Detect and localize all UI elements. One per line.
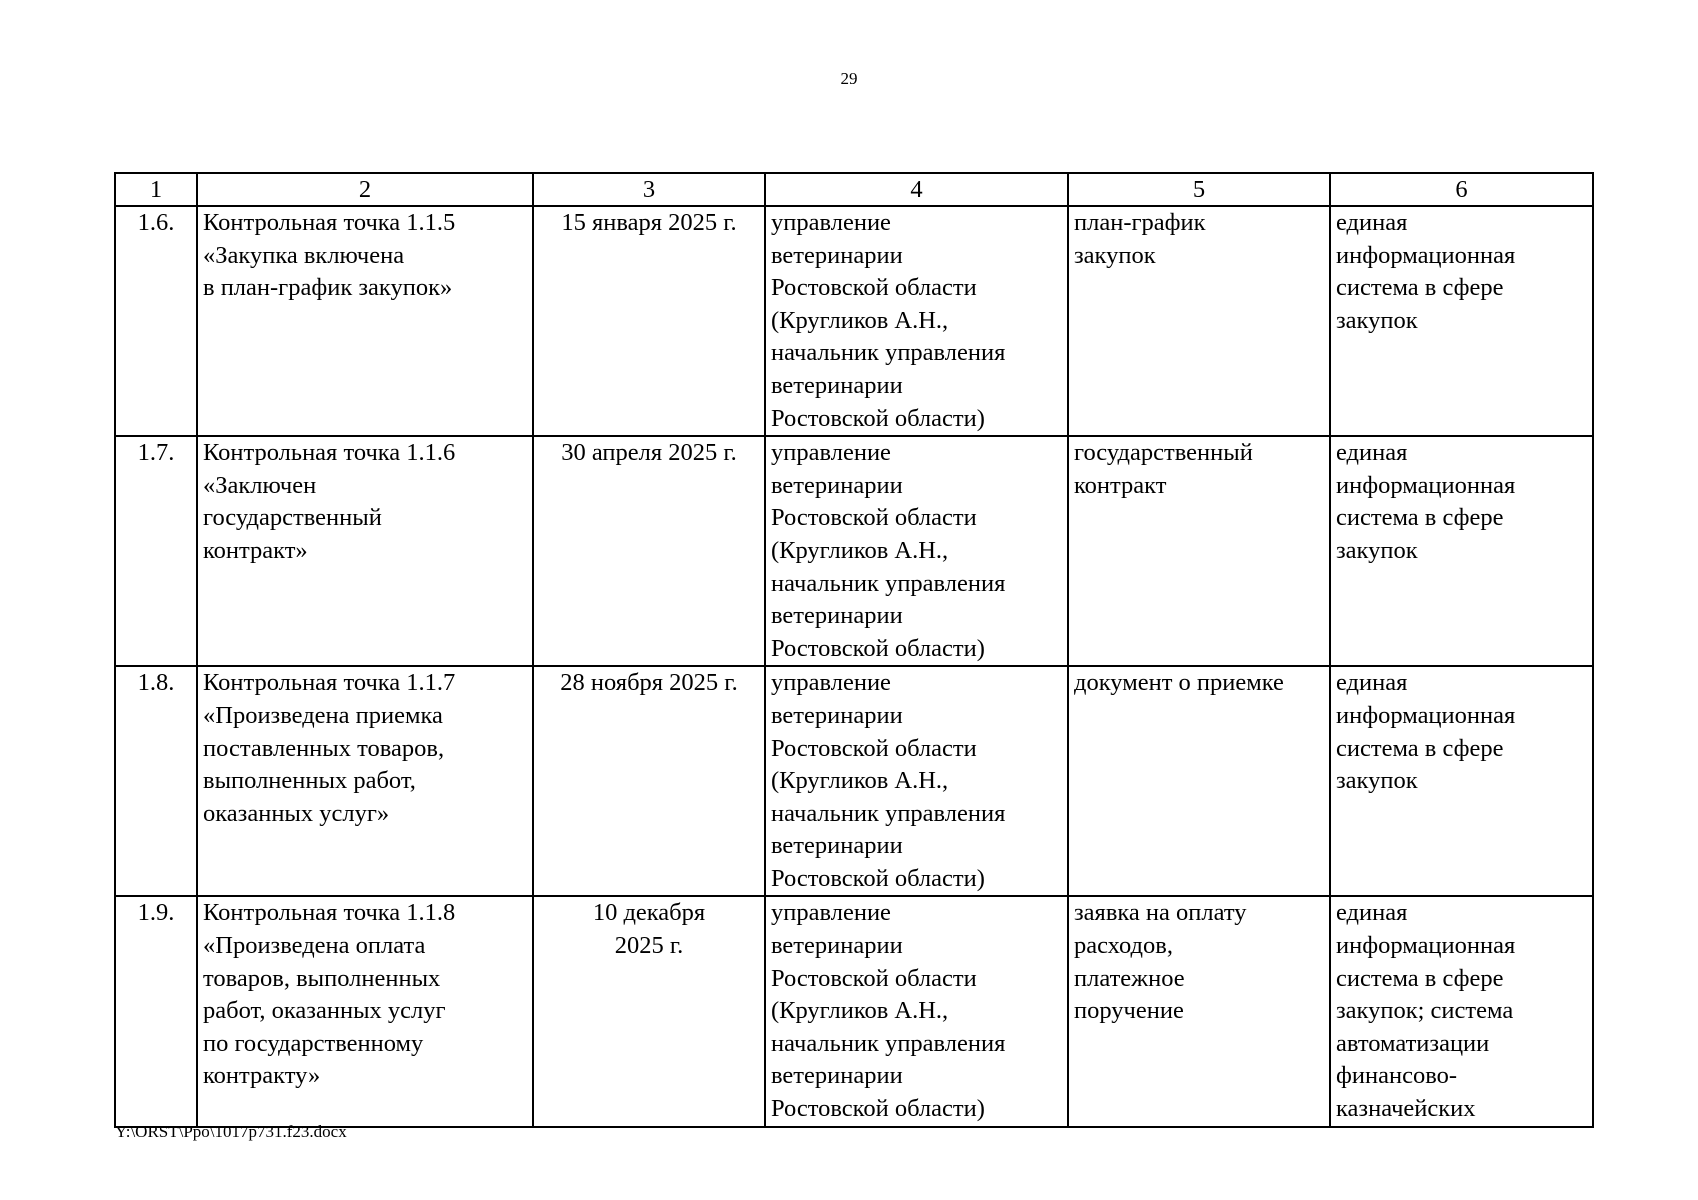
responsible-party: управление ветеринарии Ростовской области (Кругликов А.Н., начальник управления ветеринарии Ростовской области) [765, 436, 1068, 666]
column-header: 3 [533, 173, 765, 206]
column-header: 5 [1068, 173, 1330, 206]
column-header: 1 [115, 173, 197, 206]
control-point-name: Контрольная точка 1.1.6 «Заключен государственный контракт» [197, 436, 533, 666]
deadline-date: 15 января 2025 г. [533, 206, 765, 436]
page-number: 29 [840, 69, 858, 88]
responsible-party: управление ветеринарии Ростовской области (Кругликов А.Н., начальник управления ветеринарии Ростовской области) [765, 206, 1068, 436]
row-number: 1.9. [115, 896, 197, 1126]
responsible-party: управление ветеринарии Ростовской области (Кругликов А.Н., начальник управления ветеринарии Ростовской области) [765, 896, 1068, 1126]
column-header: 4 [765, 173, 1068, 206]
column-header: 2 [197, 173, 533, 206]
row-number: 1.8. [115, 666, 197, 896]
information-system: единая информационная система в сфере закупок [1330, 206, 1593, 436]
control-point-name: Контрольная точка 1.1.5 «Закупка включена в план-график закупок» [197, 206, 533, 436]
table-row [115, 666, 1593, 896]
table-row [115, 206, 1593, 436]
deadline-date: 10 декабря 2025 г. [533, 896, 765, 1126]
responsible-party: управление ветеринарии Ростовской области (Кругликов А.Н., начальник управления ветеринарии Ростовской области) [765, 666, 1068, 896]
confirming-document: государственный контракт [1068, 436, 1330, 666]
control-points-table [114, 172, 1594, 1128]
deadline-date: 30 апреля 2025 г. [533, 436, 765, 666]
row-number: 1.6. [115, 206, 197, 436]
control-point-name: Контрольная точка 1.1.7 «Произведена приемка поставленных товаров, выполненных работ, оказанных услуг» [197, 666, 533, 896]
deadline-date: 28 ноября 2025 г. [533, 666, 765, 896]
control-point-name: Контрольная точка 1.1.8 «Произведена оплата товаров, выполненных работ, оказанных услуг по государственному контракту» [197, 896, 533, 1126]
confirming-document: заявка на оплату расходов, платежное поручение [1068, 896, 1330, 1126]
column-number-row [115, 173, 1593, 206]
table-row [115, 896, 1593, 1126]
file-path-footer: Y:\ORST\Ppo\1017p731.f23.docx [115, 1122, 347, 1141]
column-header: 6 [1330, 173, 1593, 206]
table-row [115, 436, 1593, 666]
confirming-document: план-график закупок [1068, 206, 1330, 436]
confirming-document: документ о приемке [1068, 666, 1330, 896]
information-system: единая информационная система в сфере закупок; система автоматизации финансово- казначейских [1330, 896, 1593, 1126]
information-system: единая информационная система в сфере закупок [1330, 666, 1593, 896]
information-system: единая информационная система в сфере закупок [1330, 436, 1593, 666]
row-number: 1.7. [115, 436, 197, 666]
